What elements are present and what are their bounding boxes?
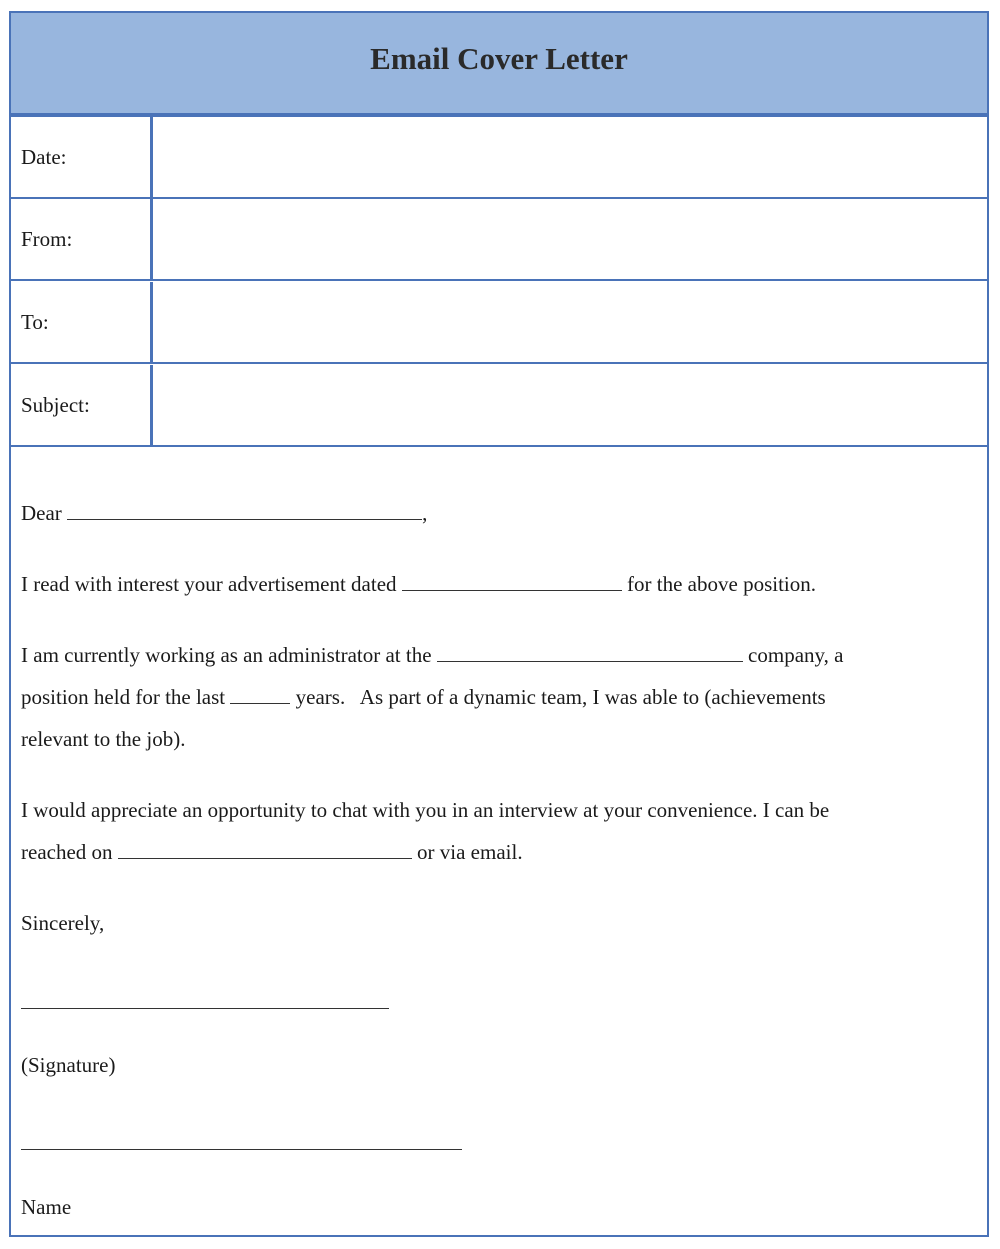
closing: Sincerely, [21,911,105,935]
p1-text-a: I read with interest your advertisement dated [21,572,397,596]
name-line[interactable] [21,1149,462,1150]
form-title: Email Cover Letter [370,41,628,76]
p2-text-c: position held for the last [21,685,226,709]
paragraph-2-line-3 [21,727,185,752]
p2-text-b: company, a [748,643,844,667]
signature-label: (Signature) [21,1053,116,1077]
p3-text-b: reached on [21,840,113,864]
p2-text-d: years. [295,685,346,709]
subject-label: Subject: [21,393,90,417]
phone-blank[interactable] [118,840,412,859]
paragraph-2-line-2 [21,685,826,710]
row-divider [150,199,153,279]
date-row [11,117,987,199]
p1-text-b: for the above position. [627,572,816,596]
row-divider [150,365,153,445]
row-divider [150,117,153,197]
date-label: Date: [21,145,67,169]
salutation-comma: , [422,501,428,525]
subject-row [11,365,987,447]
name-label: Name [21,1195,72,1219]
p2-text-f: relevant to the job). [21,727,186,751]
paragraph-1 [21,572,816,597]
from-row [11,199,987,281]
paragraph-3-line-1 [21,798,829,823]
ad-date-blank[interactable] [402,572,622,591]
subject-field[interactable] [161,365,981,445]
p2-text-a: I am currently working as an administrator at the [21,643,432,667]
signature-line[interactable] [21,1008,389,1009]
salutation-line [21,501,427,526]
to-label: To: [21,310,49,334]
from-label: From: [21,227,73,251]
to-row [11,282,987,364]
years-blank[interactable] [230,685,290,704]
salutation-text: Dear [21,501,62,525]
p3-text-c: or via email. [417,840,523,864]
from-field[interactable] [161,199,981,279]
paragraph-3-line-2 [21,840,523,865]
row-divider [150,282,153,362]
form-header [11,13,987,117]
paragraph-2-line-1 [21,643,843,668]
recipient-blank[interactable] [67,501,422,520]
company-blank[interactable] [437,643,743,662]
cover-letter-form [9,11,989,1237]
p3-text-a: I would appreciate an opportunity to chat with you in an interview at your convenience. I can be [21,798,830,822]
to-field[interactable] [161,282,981,362]
date-field[interactable] [161,117,981,197]
p2-text-e: As part of a dynamic team, I was able to (achievements [359,685,826,709]
